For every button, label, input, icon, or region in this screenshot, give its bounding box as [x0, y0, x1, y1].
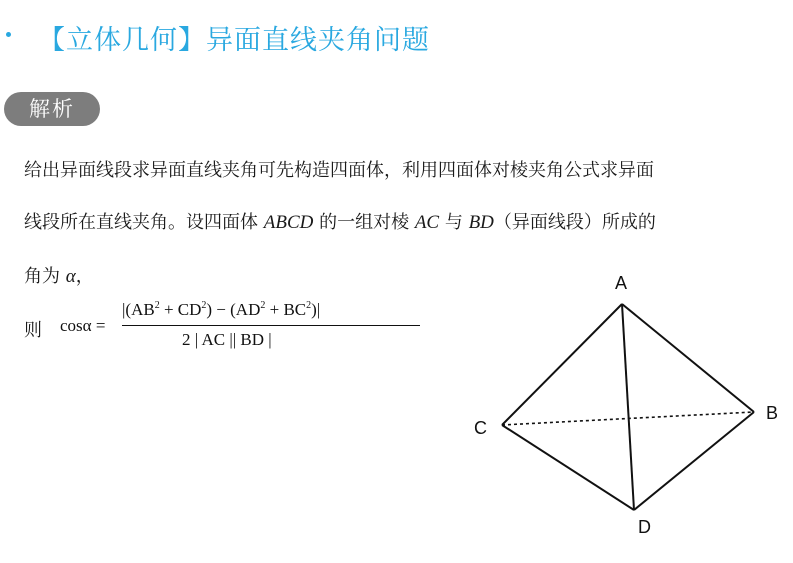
paragraph-line-3 [24, 262, 94, 288]
num-part: |(AB [122, 300, 155, 319]
alpha-symbol: α [65, 266, 76, 287]
fraction-bar [122, 325, 420, 326]
num-exp: 2 [201, 300, 207, 311]
formula-prefix: 则 [24, 320, 42, 341]
section-badge: 解析 [4, 92, 100, 126]
edge-ac-line [502, 304, 622, 425]
paragraph-line-2 [24, 208, 656, 234]
num-exp: 2 [306, 300, 312, 311]
line2-text-d: （异面线段）所成的 [493, 212, 656, 233]
line2-text-a: 线段所在直线夹角。设四面体 [24, 212, 258, 233]
line3-text-a: 角为 [24, 266, 60, 287]
edge-ac: AC [414, 212, 440, 233]
formula-denominator: 2 | AC || BD | [182, 330, 272, 349]
num-exp: 2 [260, 300, 266, 311]
vertex-label-d: D [638, 517, 651, 537]
num-part: + CD [159, 300, 202, 319]
num-part: + BC [265, 300, 307, 319]
edge-bd-line [634, 412, 754, 510]
title-bullet [6, 32, 11, 37]
edge-bd: BD [468, 212, 494, 233]
formula-numerator [122, 300, 320, 320]
num-part: )| [311, 300, 321, 319]
line2-text-c: 与 [444, 212, 463, 233]
line2-text-b: 的一组对棱 [319, 212, 410, 233]
formula-lhs: cosα = [60, 316, 106, 335]
tetrahedron-name: ABCD [263, 212, 314, 233]
paragraph-line-1 [24, 156, 654, 182]
paragraph-line-1-text: 给出异面线段求异面直线夹角可先构造四面体，利用四面体对棱夹角公式求异面 [24, 160, 654, 181]
tetrahedron-diagram [460, 262, 790, 552]
vertex-label-a: A [615, 273, 628, 293]
num-part: ) − (AD [206, 300, 261, 319]
edge-ad [622, 304, 634, 510]
edge-ab [622, 304, 754, 412]
page-title: 【立体几何】异面直线夹角问题 [38, 25, 430, 56]
line3-text-b: ， [75, 266, 94, 287]
edge-cd [502, 425, 634, 510]
vertex-label-c: C [474, 418, 487, 438]
num-exp: 2 [154, 300, 160, 311]
vertex-label-b: B [766, 403, 779, 423]
